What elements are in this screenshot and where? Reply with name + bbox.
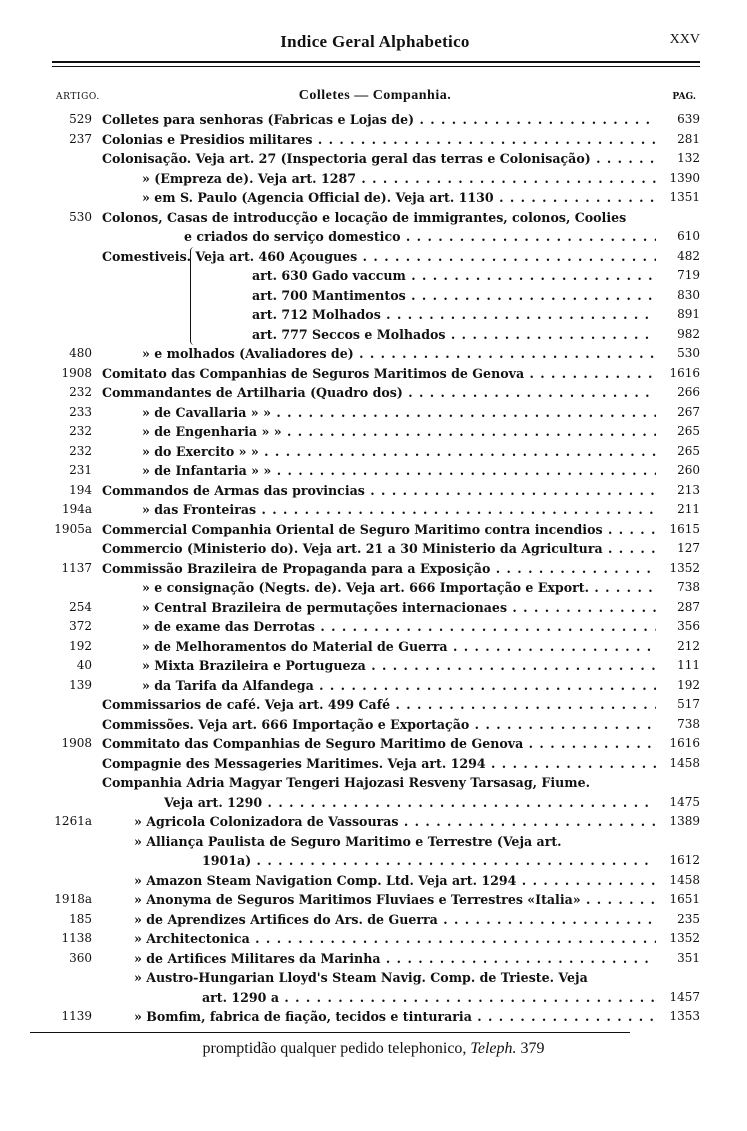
entry-article-number: 233 xyxy=(69,404,92,419)
index-entry xyxy=(50,598,700,618)
entry-page-number: 212 xyxy=(656,637,700,657)
entry-article-number: 1261a xyxy=(54,814,92,828)
entry-article-number: 40 xyxy=(76,658,92,672)
entry-text: » (Empreza de). Veja art. 1287 . . . xyxy=(142,169,656,189)
entry-text: » em S. Paulo (Agencia Official de). Veja art. 1130 . . . xyxy=(142,188,656,208)
index-entry xyxy=(50,461,700,481)
entry-text: » do Exercito » » . . . xyxy=(142,442,656,462)
entry-page-number: 1389 xyxy=(656,812,700,832)
entry-text: » Agricola Colonizadora de Vassouras . . . xyxy=(134,812,656,832)
entry-page-number: 639 xyxy=(656,110,700,130)
entry-page-number: 738 xyxy=(656,578,700,598)
index-entry xyxy=(50,929,700,949)
entry-page-number: 265 xyxy=(656,442,700,462)
entry-text: Veja art. 1290 . . . xyxy=(164,793,656,813)
entry-page-number: 1458 xyxy=(656,871,700,891)
entry-text: » Mixta Brazileira e Portugueza . . . xyxy=(142,656,656,676)
entry-text: Compagnie des Messageries Maritimes. Veja art. 1294 . . . xyxy=(102,754,656,774)
entry-text: Companhia Adria Magyar Tengeri Hajozasi Resveny Tarsasag, Fiume. xyxy=(102,775,591,790)
page-title: Indice Geral Alphabetico xyxy=(280,32,470,51)
entry-text: » Austro-Hungarian Lloyd's Steam Navig. Comp. de Trieste. Veja xyxy=(134,970,588,985)
entry-page-number: 211 xyxy=(656,500,700,520)
entry-page-number: 517 xyxy=(656,695,700,715)
entry-article-number: 185 xyxy=(69,911,92,926)
footer-teleph-number: 379 xyxy=(520,1040,545,1057)
entry-article-number: 360 xyxy=(69,950,92,965)
entry-text: Commandos de Armas das provincias . . . xyxy=(102,481,656,501)
artigo-column-label: ARTIGO. xyxy=(56,92,100,102)
entry-text: » Anonyma de Seguros Maritimos Fluviaes e Terrestres «Italia» . . . xyxy=(134,890,656,910)
entry-page-number: 356 xyxy=(656,617,700,637)
entry-text: » de Cavallaria » » . . . xyxy=(142,403,656,423)
entry-page-number: 738 xyxy=(656,715,700,735)
entry-article-number: 139 xyxy=(69,677,92,692)
index-page xyxy=(50,24,700,1024)
entry-article-number: 1908 xyxy=(61,365,92,380)
index-entry xyxy=(50,695,700,715)
footer-rule xyxy=(30,1032,630,1033)
index-entry xyxy=(50,871,700,891)
entry-article-number: 372 xyxy=(69,619,92,633)
entry-article-number: 194a xyxy=(61,502,92,516)
entry-text: art. 777 Seccos e Molhados . . . xyxy=(252,325,656,345)
entry-text: Colletes para senhoras (Fabricas e Lojas de) . . . xyxy=(102,110,656,130)
entry-article-number: 529 xyxy=(69,112,92,126)
index-entry xyxy=(50,305,700,325)
entry-text: Colonias e Presidios militares . . . xyxy=(102,130,656,150)
index-entry xyxy=(50,208,700,228)
entry-page-number: 610 xyxy=(656,227,700,247)
entry-text: Commissões. Veja art. 666 Importação e Exportação . . . xyxy=(102,715,656,735)
entry-article-number: 232 xyxy=(69,424,92,438)
entry-page-number: 213 xyxy=(656,481,700,501)
entry-text: art. 712 Molhados . . . xyxy=(252,305,656,325)
entry-text: » de Artifices Militares da Marinha . . . xyxy=(134,949,656,969)
index-entry xyxy=(50,266,700,286)
entry-text: » das Fronteiras . . . xyxy=(142,500,656,520)
entry-text: art. 630 Gado vaccum . . . xyxy=(252,266,656,286)
entry-page-number: 192 xyxy=(656,676,700,696)
entry-article-number: 192 xyxy=(69,638,92,653)
entry-text: Commissarios de café. Veja art. 499 Café . . . xyxy=(102,695,656,715)
entry-page-number: 235 xyxy=(656,910,700,930)
entry-text: » e molhados (Avaliadores de) . . . xyxy=(142,344,656,364)
entry-page-number: 830 xyxy=(656,286,700,306)
entry-page-number: 260 xyxy=(656,461,700,481)
entry-page-number: 1612 xyxy=(656,851,700,871)
entry-article-number: 194 xyxy=(69,482,92,497)
entry-text: » de Aprendizes Artifices do Ars. de Guerra . . . xyxy=(134,910,656,930)
entry-article-number: 1137 xyxy=(61,560,92,575)
entry-article-number: 231 xyxy=(69,463,92,477)
index-entry xyxy=(50,110,700,130)
page-header xyxy=(50,24,700,51)
entry-article-number: 232 xyxy=(69,385,92,399)
entry-page-number: 1616 xyxy=(656,734,700,754)
entry-page-number: 287 xyxy=(656,598,700,618)
header-rule-thick xyxy=(52,61,700,63)
index-entry xyxy=(50,676,700,696)
index-entry xyxy=(50,520,700,540)
index-entry xyxy=(50,637,700,657)
entry-text: Colonisação. Veja art. 27 (Inspectoria geral das terras e Colonisação) . . . xyxy=(102,149,656,169)
entry-page-number: 719 xyxy=(656,266,700,286)
index-entry xyxy=(50,617,700,637)
entry-page-number: 1352 xyxy=(656,929,700,949)
index-entry xyxy=(50,247,700,267)
index-entry xyxy=(50,559,700,579)
index-entry xyxy=(50,773,700,793)
entry-page-number: 1390 xyxy=(656,169,700,189)
entry-text: Commitato das Companhias de Seguro Maritimo de Genova . . . xyxy=(102,734,656,754)
entry-page-number: 1651 xyxy=(656,890,700,910)
entry-text: » de Melhoramentos do Material de Guerra . . . xyxy=(142,637,656,657)
index-entry xyxy=(50,442,700,462)
index-entry xyxy=(50,227,700,247)
entry-page-number: 482 xyxy=(656,247,700,267)
entry-article-number: 530 xyxy=(69,209,92,224)
index-entry xyxy=(50,656,700,676)
entry-text: » Amazon Steam Navigation Comp. Ltd. Veja art. 1294 . . . xyxy=(134,871,656,891)
entry-text: » Bomfim, fabrica de fiação, tecidos e tinturaria . . . xyxy=(134,1007,656,1027)
entry-text: » de Infantaria » » . . . xyxy=(142,461,656,481)
index-entry xyxy=(50,383,700,403)
entry-page-number: 1458 xyxy=(656,754,700,774)
index-entry xyxy=(50,286,700,306)
index-entry xyxy=(50,910,700,930)
entry-page-number: 1351 xyxy=(656,188,700,208)
index-entry xyxy=(50,500,700,520)
entry-page-number: 1616 xyxy=(656,364,700,384)
index-entry xyxy=(50,130,700,150)
index-entry xyxy=(50,149,700,169)
entry-text: » Central Brazileira de permutações internacionaes . . . xyxy=(142,598,656,618)
entry-page-number: 1475 xyxy=(656,793,700,813)
entry-article-number: 1905a xyxy=(54,521,92,536)
index-entry xyxy=(50,715,700,735)
index-entry xyxy=(50,890,700,910)
entry-page-number: 982 xyxy=(656,325,700,345)
index-entries xyxy=(50,110,700,1027)
entry-text: art. 1290 a . . . xyxy=(202,988,656,1008)
index-entry xyxy=(50,949,700,969)
entry-text: Colonos, Casas de introducção e locação de immigrantes, colonos, Coolies xyxy=(102,209,627,225)
entry-text: » e consignação (Negts. de). Veja art. 666 Importação e Export. . . . xyxy=(142,578,656,598)
entry-article-number: 480 xyxy=(69,346,92,360)
entry-text: 1901a) . . . xyxy=(202,851,656,871)
entry-page-number: 1457 xyxy=(656,988,700,1008)
index-entry xyxy=(50,325,700,345)
entry-page-number: 111 xyxy=(656,656,700,676)
entry-page-number: 132 xyxy=(656,149,700,169)
entry-text: » da Tarifa da Alfandega . . . xyxy=(142,676,656,696)
header-rule-thin xyxy=(52,66,700,67)
index-entry xyxy=(50,968,700,988)
footer-text: promptidão qualquer pedido telephonico, xyxy=(202,1040,467,1057)
entry-text: Commandantes de Artilharia (Quadro dos) . . . xyxy=(102,383,656,403)
entry-text: » de exame das Derrotas . . . xyxy=(142,617,656,637)
index-entry xyxy=(50,734,700,754)
entry-text: » de Engenharia » » . . . xyxy=(142,422,656,442)
index-entry xyxy=(50,403,700,423)
footer-teleph-label: Teleph. xyxy=(470,1040,517,1057)
page-column-label: PAG. xyxy=(672,92,696,102)
entry-text: Commissão Brazileira de Propaganda para a Exposição . . . xyxy=(102,559,656,579)
section-range-title: Colletes — Companhia. xyxy=(298,88,452,103)
entry-page-number: 530 xyxy=(656,344,700,364)
entry-text: art. 700 Mantimentos . . . xyxy=(252,286,656,306)
entry-article-number: 1908 xyxy=(61,736,92,750)
entry-page-number: 266 xyxy=(656,383,700,403)
entry-text: » Architectonica . . . xyxy=(134,929,656,949)
entry-article-number: 1918a xyxy=(54,892,92,906)
index-entry xyxy=(50,851,700,871)
entry-page-number: 265 xyxy=(656,422,700,442)
index-entry xyxy=(50,754,700,774)
section-subheader xyxy=(50,88,700,108)
entry-article-number: 237 xyxy=(69,131,92,146)
index-entry xyxy=(50,832,700,852)
entry-article-number: 1139 xyxy=(61,1009,92,1023)
index-entry xyxy=(50,988,700,1008)
entry-page-number: 1353 xyxy=(656,1007,700,1027)
index-entry xyxy=(50,539,700,559)
entry-page-number: 127 xyxy=(656,539,700,559)
entry-page-number: 351 xyxy=(656,949,700,969)
page-number: XXV xyxy=(669,32,700,47)
page-footer xyxy=(0,1040,747,1058)
index-entry xyxy=(50,481,700,501)
entry-text: Comitato das Companhias de Seguros Maritimos de Genova . . . xyxy=(102,364,656,384)
index-entry xyxy=(50,364,700,384)
entry-article-number: 254 xyxy=(69,599,92,614)
entry-page-number: 1352 xyxy=(656,559,700,579)
index-entry xyxy=(50,578,700,598)
index-entry xyxy=(50,793,700,813)
entry-page-number: 267 xyxy=(656,403,700,423)
entry-text: e criados do serviço domestico . . . xyxy=(184,227,656,247)
index-entry xyxy=(50,812,700,832)
entry-page-number: 891 xyxy=(656,305,700,325)
entry-article-number: 1138 xyxy=(61,931,92,945)
index-entry xyxy=(50,422,700,442)
entry-text: Commercial Companhia Oriental de Seguro Maritimo contra incendios . . . xyxy=(102,520,656,540)
index-entry xyxy=(50,344,700,364)
entry-text: » Alliança Paulista de Seguro Maritimo e Terrestre (Veja art. xyxy=(134,833,562,849)
index-entry xyxy=(50,1007,700,1027)
entry-article-number: 232 xyxy=(69,443,92,458)
entry-text: Comestiveis. Veja art. 460 Açougues . . . xyxy=(102,247,656,267)
entry-page-number: 281 xyxy=(656,130,700,150)
entry-text: Commercio (Ministerio do). Veja art. 21 a 30 Ministerio da Agricultura . . . xyxy=(102,539,656,559)
index-entry xyxy=(50,169,700,189)
index-entry xyxy=(50,188,700,208)
entry-page-number: 1615 xyxy=(656,520,700,540)
